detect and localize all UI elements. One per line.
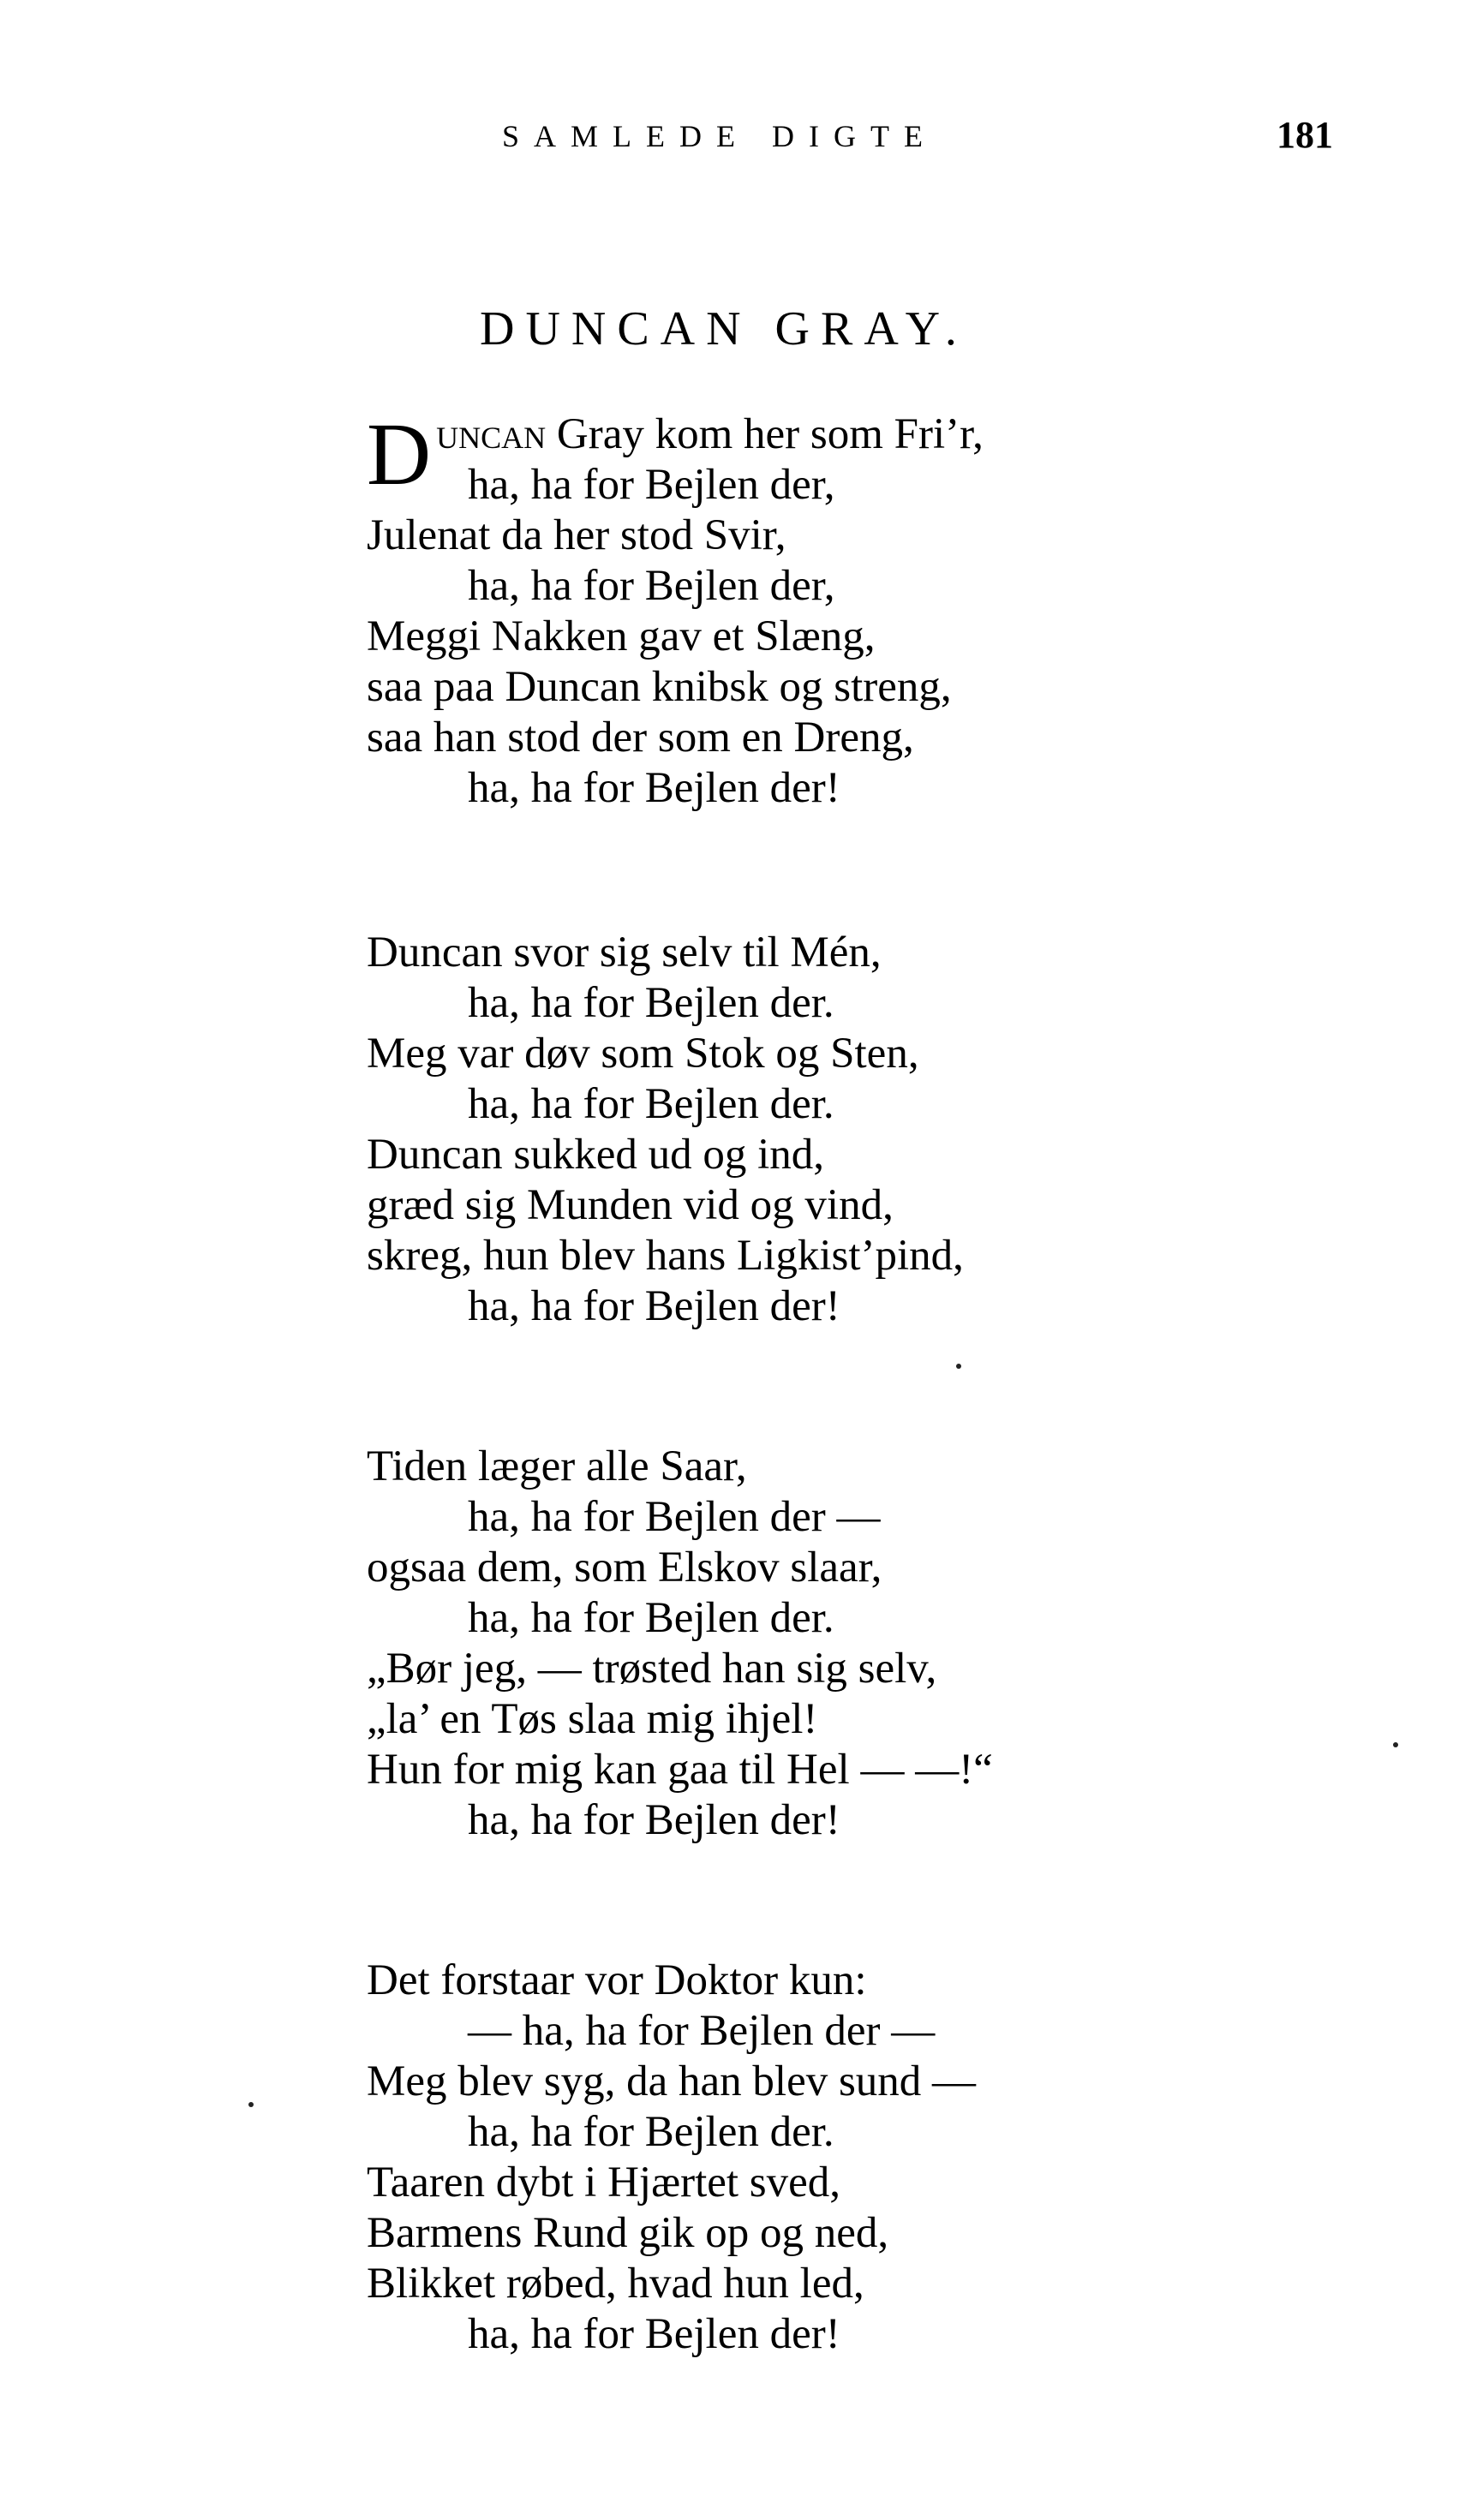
refrain-line: ha, ha for Bejlen der, xyxy=(468,461,835,509)
verse-line: skreg, hun blev hans Ligkist’pind, xyxy=(367,1232,964,1280)
refrain-line: ha, ha for Bejlen der! xyxy=(468,1282,840,1330)
refrain-line: — ha, ha for Bejlen der — xyxy=(468,2007,936,2055)
print-speck xyxy=(956,1364,961,1369)
refrain-line: ha, ha for Bejlen der, xyxy=(468,562,835,610)
page-number: 181 xyxy=(1277,114,1333,156)
refrain-line: ha, ha for Bejlen der. xyxy=(468,979,834,1027)
verse-line: „la’ en Tøs slaa mig ihjel! xyxy=(367,1695,818,1743)
verse-line: Taaren dybt i Hjærtet sved, xyxy=(367,2159,841,2206)
verse-line: Barmens Rund gik op og ned, xyxy=(367,2209,889,2257)
verse-line: Hun for mig kan gaa til Hel — —!“ xyxy=(367,1746,993,1794)
page-header xyxy=(0,114,1465,170)
first-line-rest: Gray kom her som Fri’r, xyxy=(546,410,984,458)
refrain-line: ha, ha for Bejlen der. xyxy=(468,1594,834,1642)
verse-line: Tiden læger alle Saar, xyxy=(367,1442,747,1490)
refrain-line: ha, ha for Bejlen der! xyxy=(468,764,840,812)
stanza xyxy=(367,1956,1309,2360)
drop-cap: D xyxy=(367,405,432,504)
verse-line: Julenat da her stod Svir, xyxy=(367,511,786,559)
print-speck xyxy=(248,2102,254,2107)
verse-line: Det forstaar vor Doktor kun: xyxy=(367,1956,867,2004)
verse-line: „Bør jeg, — trøsted han sig selv, xyxy=(367,1645,937,1693)
verse-line: Meg var døv som Stok og Sten, xyxy=(367,1030,919,1078)
print-speck xyxy=(1393,1742,1398,1747)
first-line-small-caps: uncan xyxy=(436,410,547,458)
verse-line: græd sig Munden vid og vind, xyxy=(367,1181,894,1229)
poem-title: DUNCAN GRAY. xyxy=(480,302,968,355)
verse-line: Meggi Nakken gav et Slæng, xyxy=(367,612,876,660)
refrain-line: ha, ha for Bejlen der! xyxy=(468,2310,840,2358)
verse-line: saa han stod der som en Dreng, xyxy=(367,714,914,761)
verse-line: Duncan svor sig selv til Mén, xyxy=(367,929,882,976)
refrain-line: ha, ha for Bejlen der — xyxy=(468,1493,881,1541)
verse-line: saa paa Duncan knibsk og streng, xyxy=(367,663,952,711)
verse-line: ogsaa dem, som Elskov slaar, xyxy=(367,1544,882,1591)
verse-line: Blikket røbed, hvad hun led, xyxy=(367,2260,864,2308)
verse-line: Duncan sukked ud og ind, xyxy=(367,1131,825,1179)
verse-line: Meg blev syg, da han blev sund — xyxy=(367,2057,977,2105)
stanza xyxy=(367,405,1309,814)
refrain-line: ha, ha for Bejlen der. xyxy=(468,1080,834,1128)
running-title: SAMLEDE DIGTE xyxy=(502,119,937,153)
refrain-line: ha, ha for Bejlen der! xyxy=(468,1796,840,1844)
stanza xyxy=(367,928,1309,1332)
stanza xyxy=(367,1442,1309,1846)
refrain-line: ha, ha for Bejlen der. xyxy=(468,2108,834,2156)
